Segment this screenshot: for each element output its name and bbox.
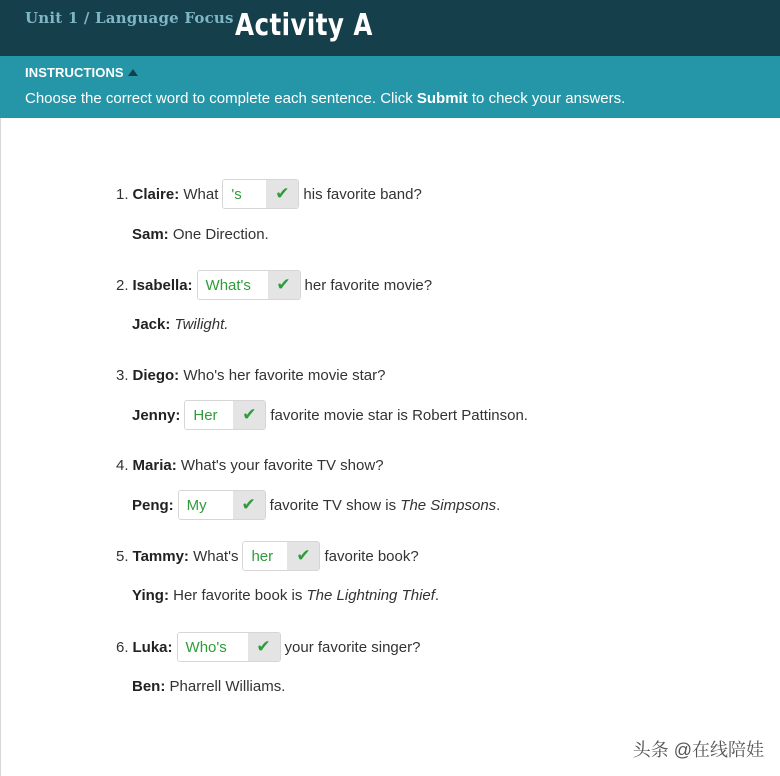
speaker-name: Ying: — [132, 586, 169, 604]
question-6-line-2 — [132, 671, 285, 701]
question-3-line-1 — [116, 360, 385, 390]
check-icon: ✔ — [248, 633, 280, 661]
question-4-line-2 — [132, 490, 500, 520]
answer-dropdown-1[interactable] — [222, 179, 299, 209]
question-3-line-2 — [132, 400, 528, 430]
sentence-text: Pharrell Williams. — [165, 677, 286, 695]
sentence-text: her favorite movie? — [304, 276, 433, 294]
question-5-line-1 — [116, 541, 419, 571]
check-icon: ✔ — [233, 491, 265, 519]
speaker-name: Luka: — [132, 638, 173, 656]
instructions-text-part: to check your answers. — [467, 90, 626, 107]
caret-up-icon — [128, 69, 138, 76]
question-5-line-2 — [132, 580, 439, 610]
question-number: 5. — [116, 547, 129, 565]
answer-value: Who's — [178, 633, 248, 661]
speaker-name: Claire: — [132, 185, 180, 203]
question-6-line-1 — [116, 632, 420, 662]
answer-value: What's — [198, 271, 268, 299]
sentence-text: . — [496, 496, 501, 514]
instructions-panel — [0, 56, 780, 118]
question-number: 4. — [116, 456, 129, 474]
question-2-line-1 — [116, 270, 432, 300]
answer-value: 's — [223, 180, 266, 208]
sentence-text: his favorite band? — [303, 185, 422, 203]
top-bar — [0, 0, 780, 56]
watermark: 头条 @在线陪娃 — [632, 740, 764, 760]
sentence-text: favorite book? — [324, 547, 419, 565]
sentence-text: Her favorite book is — [168, 586, 307, 604]
sentence-text: What's — [188, 547, 239, 565]
sentence-text: your favorite singer? — [284, 638, 421, 656]
answer-value: My — [179, 491, 233, 519]
instructions-text-part: Choose the correct word to complete each sentence. Click — [25, 90, 417, 107]
question-1-line-1 — [116, 179, 422, 209]
sentence-text: . — [434, 586, 440, 604]
answer-dropdown-5[interactable] — [242, 541, 320, 571]
question-1-line-2 — [132, 219, 269, 249]
speaker-name: Maria: — [132, 456, 177, 474]
question-2-line-2 — [132, 309, 228, 339]
instructions-toggle[interactable] — [25, 65, 138, 80]
instructions-submit-word: Submit — [416, 90, 468, 107]
sentence-text: What's your favorite TV show? — [176, 456, 384, 474]
page-title: Activity A — [235, 8, 373, 43]
check-icon: ✔ — [287, 542, 319, 570]
speaker-name: Isabella: — [132, 276, 193, 294]
sentence-text: What — [179, 185, 219, 203]
sentence-text: One Direction. — [168, 225, 269, 243]
speaker-name: Peng: — [132, 496, 174, 514]
question-number: 2. — [116, 276, 129, 294]
speaker-name: Tammy: — [132, 547, 189, 565]
answer-value: Her — [185, 401, 233, 429]
speaker-name: Jenny: — [132, 406, 181, 424]
sentence-text-italic: Twilight — [174, 315, 225, 333]
speaker-name: Ben: — [132, 677, 166, 695]
speaker-name: Diego: — [132, 366, 180, 384]
instructions-heading: INSTRUCTIONS — [25, 65, 124, 80]
sentence-text-italic: The Lightning Thief — [306, 586, 435, 604]
speaker-name: Sam: — [132, 225, 169, 243]
answer-value: her — [243, 542, 287, 570]
instructions-text — [25, 90, 625, 107]
check-icon: ✔ — [233, 401, 265, 429]
sentence-text-italic: The Simpsons — [400, 496, 497, 514]
unit-label[interactable]: Unit 1 / Language Focus — [25, 9, 234, 27]
answer-dropdown-3[interactable] — [184, 400, 266, 430]
question-number: 1. — [116, 185, 129, 203]
question-number: 3. — [116, 366, 129, 384]
question-number: 6. — [116, 638, 129, 656]
question-4-line-1 — [116, 450, 384, 480]
check-icon: ✔ — [266, 180, 298, 208]
sentence-text: Who's her favorite movie star? — [179, 366, 386, 384]
answer-dropdown-6[interactable] — [177, 632, 281, 662]
sentence-text: favorite TV show is — [269, 496, 401, 514]
sentence-text: . — [224, 315, 229, 333]
sentence-text: favorite movie star is Robert Pattinson. — [270, 406, 528, 424]
check-icon: ✔ — [268, 271, 300, 299]
activity-content — [0, 118, 780, 776]
answer-dropdown-4[interactable] — [178, 490, 266, 520]
answer-dropdown-2[interactable] — [197, 270, 301, 300]
speaker-name: Jack: — [132, 315, 171, 333]
